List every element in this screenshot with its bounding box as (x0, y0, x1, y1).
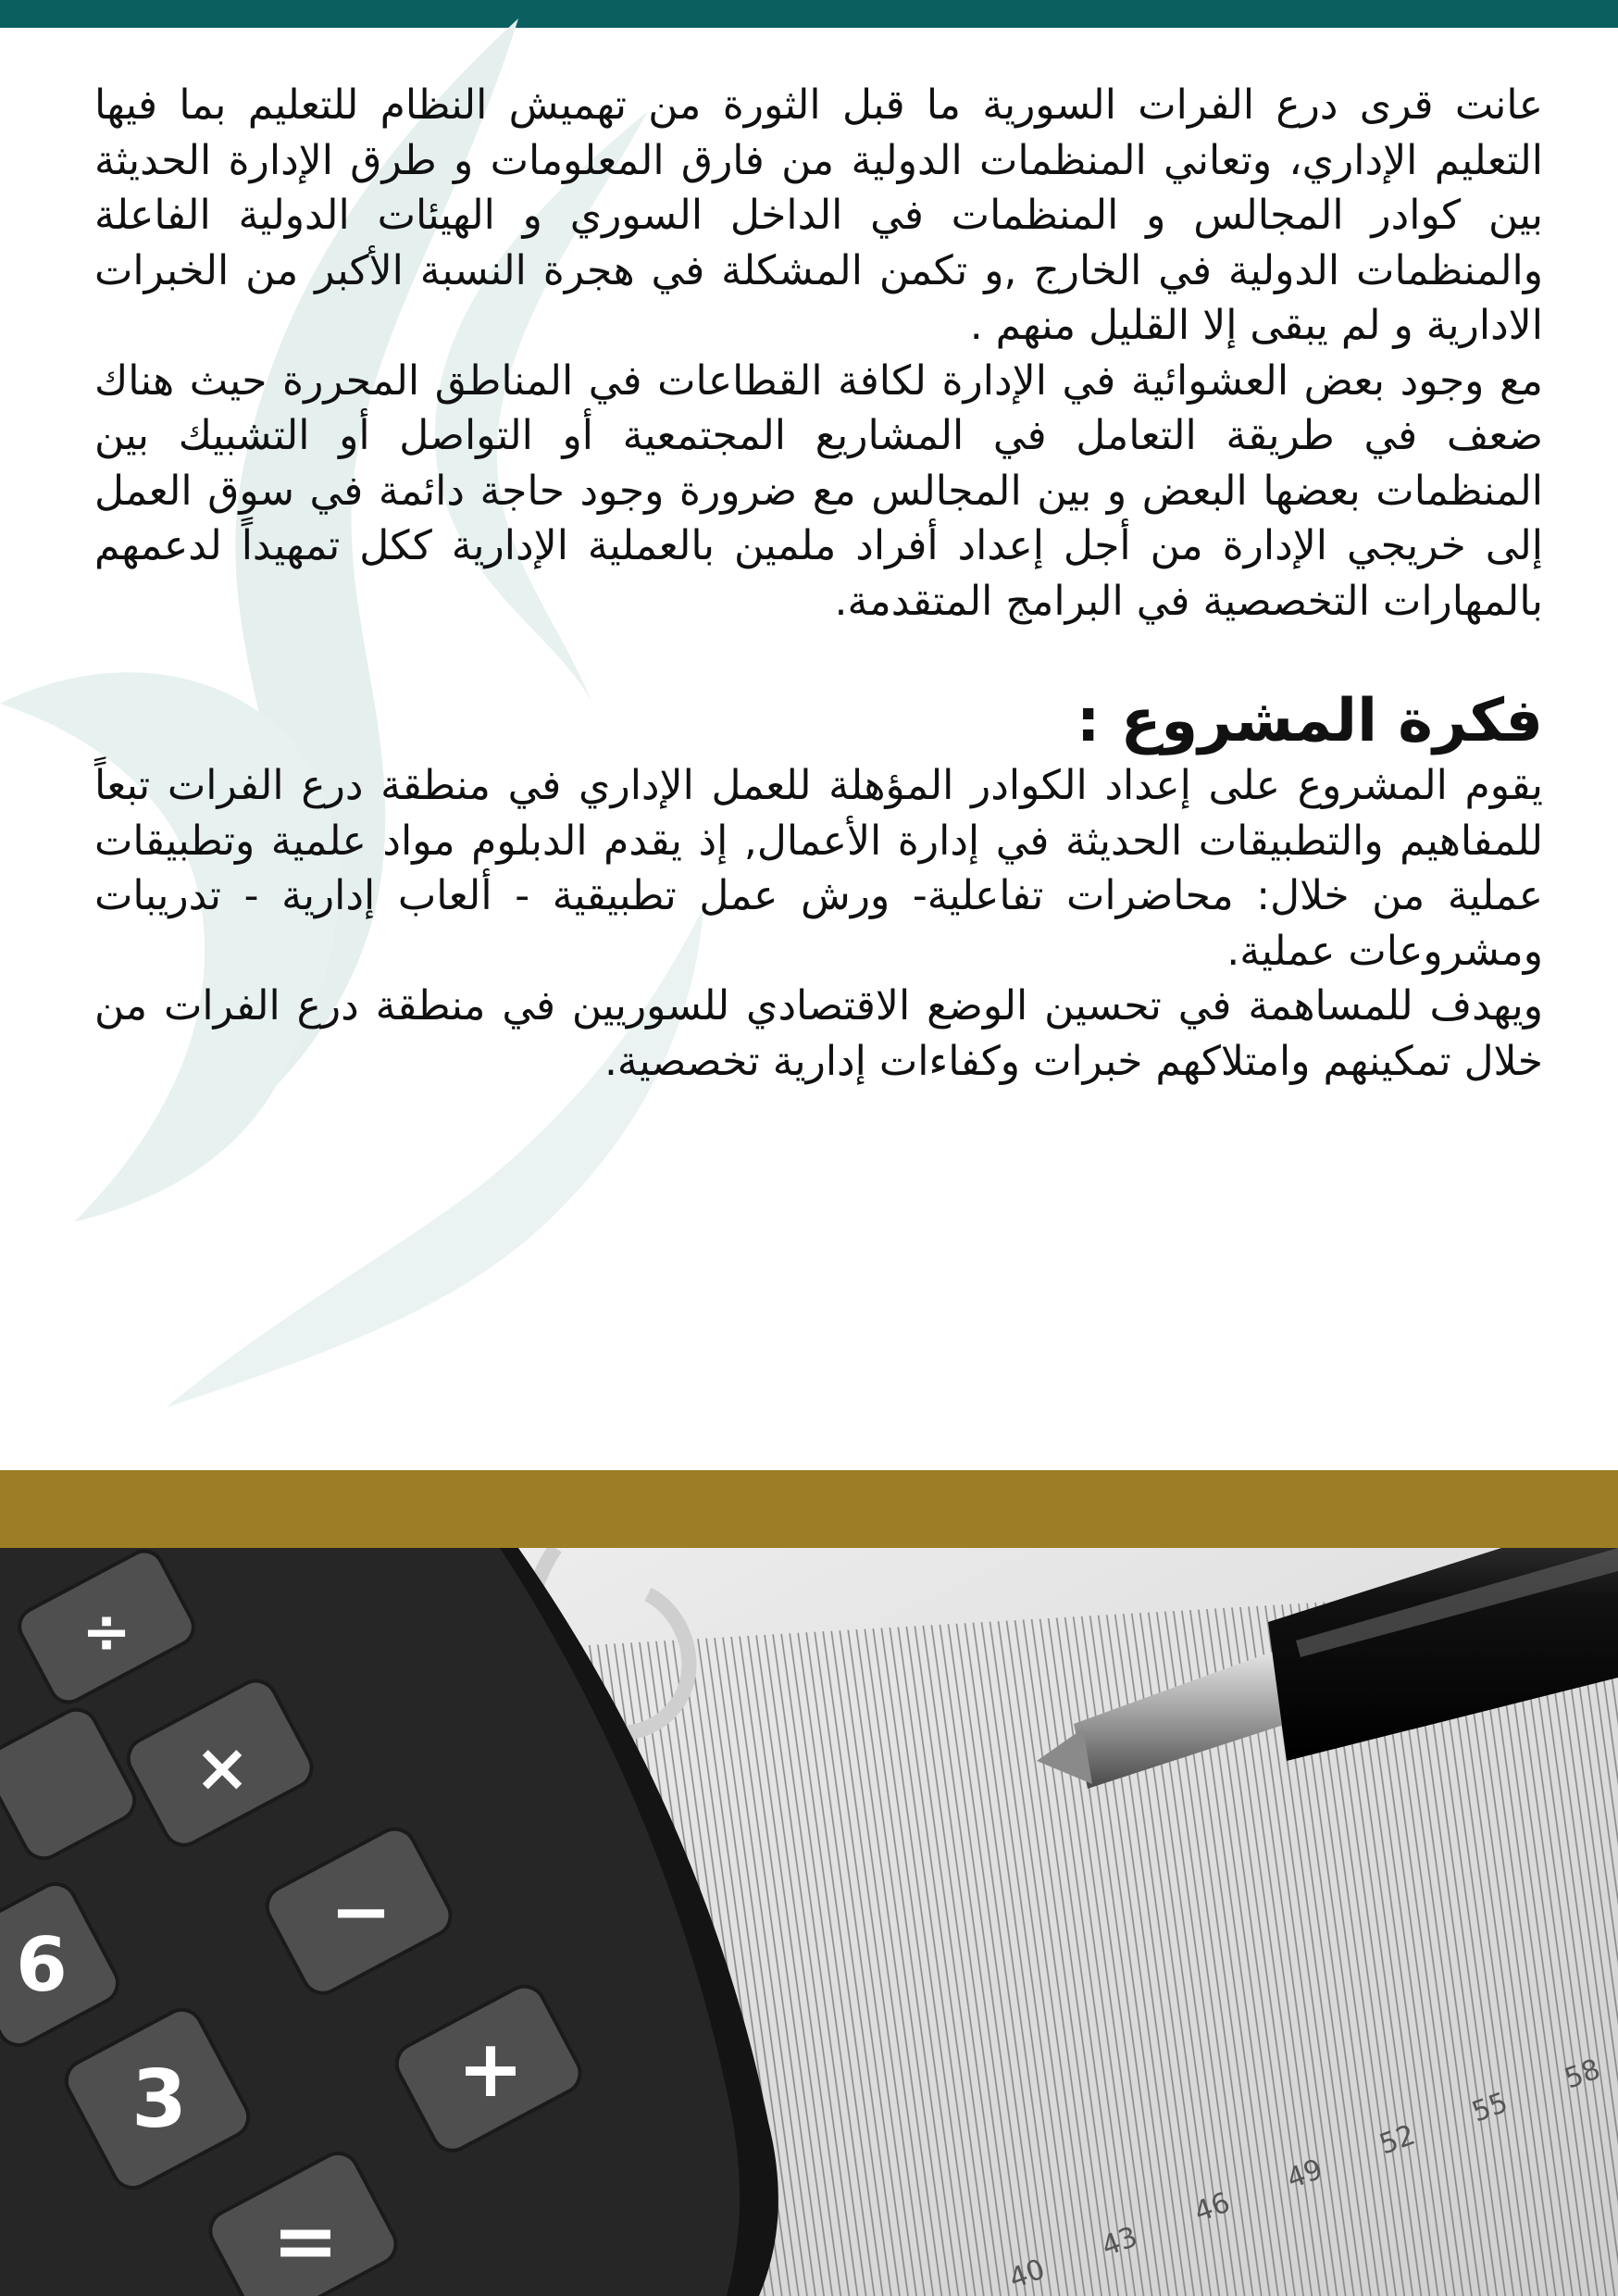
ledger-number: 49 (1282, 2152, 1327, 2196)
project-idea-paragraph-2: ويهدف للمساهمة في تحسين الوضع الاقتصادي للسوريين في منطقة درع الفرات من خلال تمكينهم وامتلاكهم خبرات وكفاءات إدارية تخصصية. (94, 982, 1543, 1085)
ledger-number: 55 (1467, 2086, 1512, 2129)
project-idea-paragraph-1: يقوم المشروع على إعداد الكوادر المؤهلة للعمل الإداري في منطقة درع الفرات تبعاً للمفاهيم والتطبيقات الحديثة في إدارة الأعمال, إذ يقدم الدبلوم مواد علمية وتطبيقات عملية من خلال: محاضرات تفاعلية- ورش عمل تطبيقية - ألعاب إدارية - تدريبات ومشروعات عملية. (94, 762, 1543, 975)
key-divide: ÷ (81, 1598, 131, 1666)
ledger-number: 46 (1189, 2186, 1235, 2229)
key-plus: + (456, 2023, 525, 2115)
gold-divider-bar (0, 1470, 1618, 1548)
main-text (94, 78, 1543, 1089)
ledger-number: 40 (1004, 2252, 1050, 2296)
ledger-number: 52 (1375, 2118, 1420, 2162)
key-multiply: × (193, 1728, 251, 1806)
key-minus: − (330, 1868, 392, 1954)
calculator-pen-photo (0, 1548, 1618, 2296)
intro-paragraph-1: عانت قرى درع الفرات السورية ما قبل الثورة من تهميش النظام للتعليم بما فيها التعليم الإداري، وتعاني المنظمات الدولية من فارق المعلومات و طرق الإدارة الحديثة بين كوادر المجالس و المنظمات في الداخل السوري و الهيئات الدولية الفاعلة والمنظمات الدولية في الخارج ,و تكمن المشكلة في هجرة النسبة الأكبر من الخبرات الادارية و لم يبقى إلا القليل منهم . (94, 81, 1543, 349)
ledger-number: 43 (1097, 2220, 1142, 2264)
project-idea-heading: فكرة المشروع : (1076, 687, 1543, 755)
key-six: 6 (16, 1922, 68, 2008)
key-equals: = (271, 2195, 340, 2288)
ledger-number: 58 (1560, 2053, 1605, 2096)
key-three: 3 (131, 2053, 187, 2146)
intro-paragraph-2: مع وجود بعض العشوائية في الإدارة لكافة القطاعات في المناطق المحررة حيث هناك ضعف في طريقة التعامل في المشاريع المجتمعية أو التواصل أو التشبيك بين المنظمات بعضها البعض و بين المجالس مع ضرورة وجود حاجة دائمة في سوق العمل إلى خريجي الإدارة من أجل إعداد أفراد ملمين بالعملية الإدارية ككل تمهيداً لدعمهم بالمهارات التخصصية في البرامج المتقدمة. (94, 356, 1543, 625)
